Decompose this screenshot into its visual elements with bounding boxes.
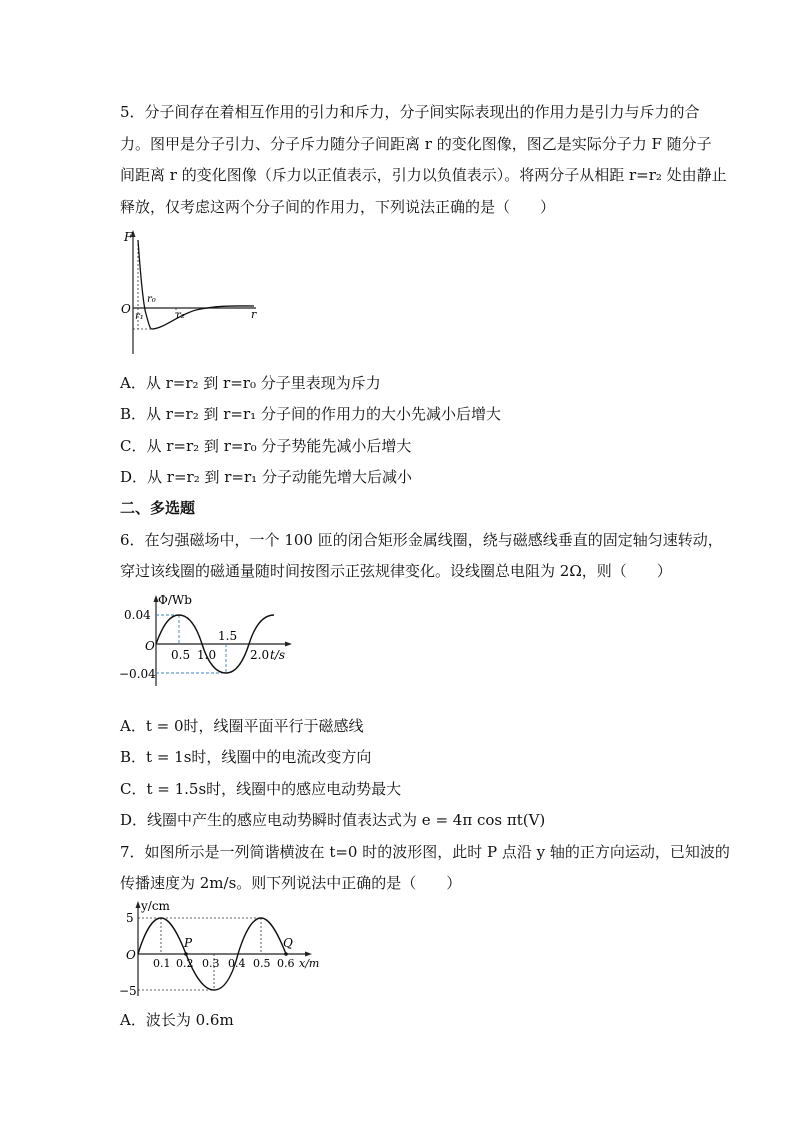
q7-x-axis-arrow [305,952,312,957]
q6-flux-figure [118,590,298,690]
q6-option-c: C．t = 1.5s时，线圈中的感应电动势最大 [120,780,402,798]
q6-ylabel: Φ/Wb [158,593,192,607]
q5-stem-line-2: 力。图甲是分子引力、分子斥力随分子间距离 r 的变化图像，图乙是实际分子力 F 随分子 [120,135,712,153]
q7-x05-label: 0.5 [253,957,271,970]
q7-x04-label: 0.4 [228,957,246,970]
q6-xlabel: t/s [270,648,286,662]
q7-y-axis-arrow [136,901,141,908]
q6-x-axis-arrow [285,642,292,647]
q6-origin-label: O [145,639,155,653]
q7-xlabel: x/m [299,957,320,970]
q5-option-d: D．从 r=r₂ 到 r=r₁ 分子动能先增大后减小 [120,468,412,486]
q6-option-a: A．t = 0时，线圈平面平行于磁感线 [120,717,364,735]
q6-option-d: D．线圈中产生的感应电动势瞬时值表达式为 e = 4π cos πt(V) [120,811,546,829]
q5-option-b: B．从 r=r₂ 到 r=r₁ 分子间的作用力的大小先减小后增大 [120,405,501,423]
q7-stem-line-1: 7．如图所示是一列简谐横波在 t=0 时的波形图，此时 P 点沿 y 轴的正方向运动，已知波的 [120,843,730,861]
q5-force-curve [138,240,254,329]
q7-q-label: Q [283,936,293,950]
q5-stem-line-1: 5．分子间存在着相互作用的引力和斥力，分子间实际表现出的作用力是引力与斥力的合 [120,103,700,121]
q6-stem-line-2: 穿过该线圈的磁通量随时间按图示正弦规律变化。设线圈总电阻为 2Ω，则（ ） [120,562,672,580]
q6-t10-label: 1.0 [197,648,217,662]
q5-r2-label: r₂ [176,310,185,321]
section-heading: 二、多选题 [120,499,196,517]
q7-point-q [284,952,288,956]
q5-stem-line-4: 释放，仅考虑这两个分子间的作用力，下列说法正确的是（ ） [120,198,556,216]
q7-point-p [184,952,188,956]
q5-option-c: C．从 r=r₂ 到 r=r₀ 分子势能先减小后增大 [120,437,412,455]
q6-option-b: B．t = 1s时，线圈中的电流改变方向 [120,748,372,766]
q7-x06-label: 0.6 [277,957,295,970]
q6-ymin-label: −0.04 [119,667,156,681]
q5-stem-line-3: 间距离 r 的变化图像（斥力以正值表示，引力以负值表示）。将两分子从相距 r=r₂ 处由静止 [120,166,727,184]
q7-x01-label: 0.1 [153,957,171,970]
q6-stem-line-1: 6．在匀强磁场中，一个 100 匝的闭合矩形金属线圈，绕与磁感线垂直的固定轴匀速转动， [120,531,723,549]
q7-wave-figure [118,898,328,998]
q5-option-a: A．从 r=r₂ 到 r=r₀ 分子里表现为斥力 [120,374,381,392]
q5-origin-label: O [121,302,131,316]
q5-r1-label: r₁ [135,311,144,322]
q6-t05-label: 0.5 [171,648,191,662]
q5-f-label: F [124,230,133,244]
q5-r-label: r [251,308,257,321]
q7-ymin-label: −5 [119,984,137,998]
q6-ymax-label: 0.04 [124,608,151,622]
q6-t20-label: 2.0 [250,648,270,662]
q7-stem-line-2: 传播速度为 2m/s。则下列说法中正确的是（ ） [120,874,462,892]
q5-force-figure [118,228,268,360]
q7-p-label: P [184,936,193,950]
q5-r0-label: r₀ [147,294,156,305]
q6-t15-label: 1.5 [218,629,238,643]
q7-ylabel: y/cm [141,899,170,913]
q7-ymax-label: 5 [126,911,134,925]
q7-x02-label: 0.2 [176,957,194,970]
q7-origin-label: O [126,948,136,962]
q7-x03-label: 0.3 [202,957,220,970]
q7-option-a: A．波长为 0.6m [120,1011,234,1029]
